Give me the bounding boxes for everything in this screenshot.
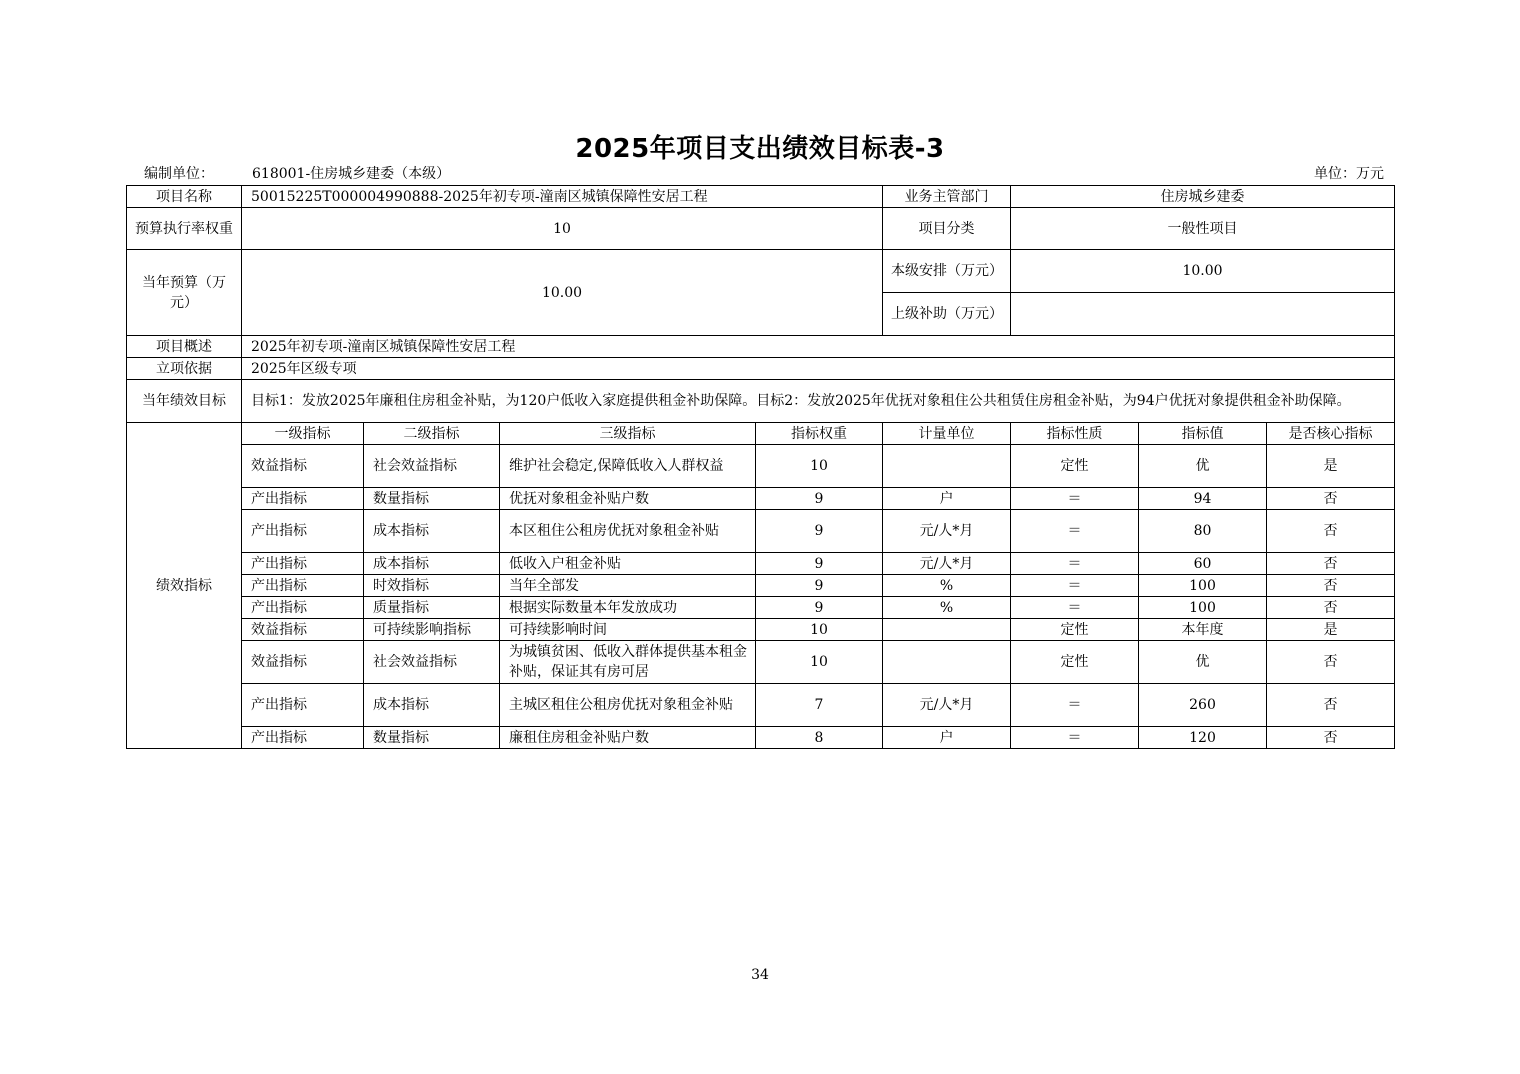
indicator-cell-unit: 元/人*月 (883, 684, 1011, 727)
indicator-cell-nature: ＝ (1011, 575, 1139, 597)
project-name-value: 50015225T000004990888-2025年初专项-潼南区城镇保障性安居工程 (242, 186, 883, 208)
goal-value: 目标1：发放2025年廉租住房租金补贴，为120户低收入家庭提供租金补助保障。目标2：发放2025年优抚对象租住公共租赁住房租金补贴，为94户优抚对象提供租金补助保障。 (242, 380, 1395, 423)
indicator-cell-level1: 产出指标 (242, 684, 364, 727)
indicator-cell-level2: 社会效益指标 (364, 641, 500, 684)
indicator-cell-level1: 效益指标 (242, 445, 364, 488)
indicator-header-level1: 一级指标 (242, 423, 364, 445)
indicator-cell-nature: ＝ (1011, 553, 1139, 575)
org-value: 618001-住房城乡建委（本级） (252, 166, 451, 182)
indicator-cell-level2: 社会效益指标 (364, 445, 500, 488)
local-value: 10.00 (1011, 250, 1395, 293)
indicator-cell-weight: 7 (756, 684, 883, 727)
indicator-cell-nature: ＝ (1011, 488, 1139, 510)
indicator-cell-level3: 当年全部发 (500, 575, 756, 597)
indicator-cell-nature: ＝ (1011, 727, 1139, 749)
indicator-cell-level1: 产出指标 (242, 727, 364, 749)
indicator-cell-level2: 可持续影响指标 (364, 619, 500, 641)
indicator-cell-value: 94 (1139, 488, 1267, 510)
upper-label: 上级补助（万元） (883, 293, 1011, 336)
indicator-header-value: 指标值 (1139, 423, 1267, 445)
indicator-cell-unit: 户 (883, 727, 1011, 749)
indicator-cell-weight: 9 (756, 488, 883, 510)
indicator-cell-level3: 根据实际数量本年发放成功 (500, 597, 756, 619)
indicator-cell-nature: 定性 (1011, 445, 1139, 488)
indicator-cell-value: 80 (1139, 510, 1267, 553)
indicator-cell-core: 否 (1267, 553, 1395, 575)
indicator-cell-core: 否 (1267, 488, 1395, 510)
category-value: 一般性项目 (1011, 208, 1395, 250)
overview-value: 2025年初专项-潼南区城镇保障性安居工程 (242, 336, 1395, 358)
page-title: 2025年项目支出绩效目标表-3 (575, 134, 945, 164)
indicator-cell-level2: 时效指标 (364, 575, 500, 597)
indicator-cell-nature: ＝ (1011, 597, 1139, 619)
project-name-label: 项目名称 (127, 186, 242, 208)
indicator-cell-core: 是 (1267, 445, 1395, 488)
budget-label: 当年预算（万元） (127, 250, 242, 336)
indicator-cell-level2: 成本指标 (364, 510, 500, 553)
indicator-cell-value: 优 (1139, 445, 1267, 488)
indicator-cell-level2: 质量指标 (364, 597, 500, 619)
weight-value: 10 (242, 208, 883, 250)
indicator-header-weight: 指标权重 (756, 423, 883, 445)
indicator-cell-nature: 定性 (1011, 619, 1139, 641)
indicator-cell-value: 优 (1139, 641, 1267, 684)
meta-line (126, 164, 1394, 184)
indicator-cell-level1: 产出指标 (242, 488, 364, 510)
indicator-cell-level2: 成本指标 (364, 553, 500, 575)
indicator-cell-weight: 9 (756, 510, 883, 553)
indicator-cell-level2: 数量指标 (364, 727, 500, 749)
category-label: 项目分类 (883, 208, 1011, 250)
indicator-cell-level1: 产出指标 (242, 510, 364, 553)
indicator-cell-level3: 本区租住公租房优抚对象租金补贴 (500, 510, 756, 553)
indicator-row (127, 510, 1395, 553)
indicator-cell-value: 本年度 (1139, 619, 1267, 641)
performance-table (126, 185, 1395, 749)
indicator-header-unit: 计量单位 (883, 423, 1011, 445)
indicator-row (127, 727, 1395, 749)
basis-value: 2025年区级专项 (242, 358, 1395, 380)
indicator-cell-weight: 10 (756, 619, 883, 641)
indicator-row (127, 445, 1395, 488)
indicator-cell-value: 120 (1139, 727, 1267, 749)
indicator-row (127, 488, 1395, 510)
indicator-row (127, 575, 1395, 597)
indicator-cell-nature: 定性 (1011, 641, 1139, 684)
indicator-cell-level3: 主城区租住公租房优抚对象租金补贴 (500, 684, 756, 727)
indicator-cell-level3: 维护社会稳定,保障低收入人群权益 (500, 445, 756, 488)
dept-value: 住房城乡建委 (1011, 186, 1395, 208)
indicator-cell-value: 100 (1139, 597, 1267, 619)
local-label: 本级安排（万元） (883, 250, 1011, 293)
indicator-cell-level3: 低收入户租金补贴 (500, 553, 756, 575)
indicator-cell-weight: 9 (756, 597, 883, 619)
indicator-row (127, 597, 1395, 619)
indicator-cell-weight: 9 (756, 553, 883, 575)
indicator-cell-value: 260 (1139, 684, 1267, 727)
indicator-cell-level2: 成本指标 (364, 684, 500, 727)
indicator-cell-core: 是 (1267, 619, 1395, 641)
indicator-cell-core: 否 (1267, 684, 1395, 727)
org-label: 编制单位： (144, 166, 214, 182)
indicator-header-level3: 三级指标 (500, 423, 756, 445)
indicator-cell-nature: ＝ (1011, 510, 1139, 553)
indicator-cell-core: 否 (1267, 597, 1395, 619)
indicator-cell-unit: % (883, 597, 1011, 619)
indicator-row (127, 619, 1395, 641)
weight-label: 预算执行率权重 (127, 208, 242, 250)
indicator-cell-value: 100 (1139, 575, 1267, 597)
indicator-header-nature: 指标性质 (1011, 423, 1139, 445)
dept-label: 业务主管部门 (883, 186, 1011, 208)
indicator-cell-core: 否 (1267, 727, 1395, 749)
indicator-cell-weight: 8 (756, 727, 883, 749)
indicator-cell-unit: 户 (883, 488, 1011, 510)
indicator-cell-core: 否 (1267, 575, 1395, 597)
indicator-cell-nature: ＝ (1011, 684, 1139, 727)
indicator-cell-level1: 效益指标 (242, 641, 364, 684)
indicator-cell-unit (883, 619, 1011, 641)
indicator-cell-core: 否 (1267, 510, 1395, 553)
indicators-section-label: 绩效指标 (127, 423, 242, 749)
indicator-cell-unit (883, 445, 1011, 488)
indicator-cell-level3: 廉租住房租金补贴户数 (500, 727, 756, 749)
indicator-cell-level1: 产出指标 (242, 575, 364, 597)
indicator-row (127, 684, 1395, 727)
indicator-cell-level3: 优抚对象租金补贴户数 (500, 488, 756, 510)
indicator-cell-level1: 效益指标 (242, 619, 364, 641)
indicator-cell-level1: 产出指标 (242, 553, 364, 575)
page-number: 34 (751, 967, 769, 983)
goal-label: 当年绩效目标 (127, 380, 242, 423)
indicator-cell-weight: 10 (756, 445, 883, 488)
upper-value (1011, 293, 1395, 336)
indicator-header-level2: 二级指标 (364, 423, 500, 445)
indicator-cell-weight: 9 (756, 575, 883, 597)
indicator-cell-unit (883, 641, 1011, 684)
indicator-cell-level3: 可持续影响时间 (500, 619, 756, 641)
indicator-cell-core: 否 (1267, 641, 1395, 684)
basis-label: 立项依据 (127, 358, 242, 380)
indicator-cell-weight: 10 (756, 641, 883, 684)
indicator-header-core: 是否核心指标 (1267, 423, 1395, 445)
budget-value: 10.00 (242, 250, 883, 336)
indicator-cell-level1: 产出指标 (242, 597, 364, 619)
indicator-cell-unit: 元/人*月 (883, 553, 1011, 575)
currency-unit: 单位：万元 (1314, 166, 1384, 182)
indicator-cell-level3: 为城镇贫困、低收入群体提供基本租金补贴，保证其有房可居 (500, 641, 756, 684)
indicator-cell-value: 60 (1139, 553, 1267, 575)
indicator-cell-unit: 元/人*月 (883, 510, 1011, 553)
overview-label: 项目概述 (127, 336, 242, 358)
indicator-cell-unit: % (883, 575, 1011, 597)
indicator-cell-level2: 数量指标 (364, 488, 500, 510)
indicator-row (127, 641, 1395, 684)
indicator-row (127, 553, 1395, 575)
